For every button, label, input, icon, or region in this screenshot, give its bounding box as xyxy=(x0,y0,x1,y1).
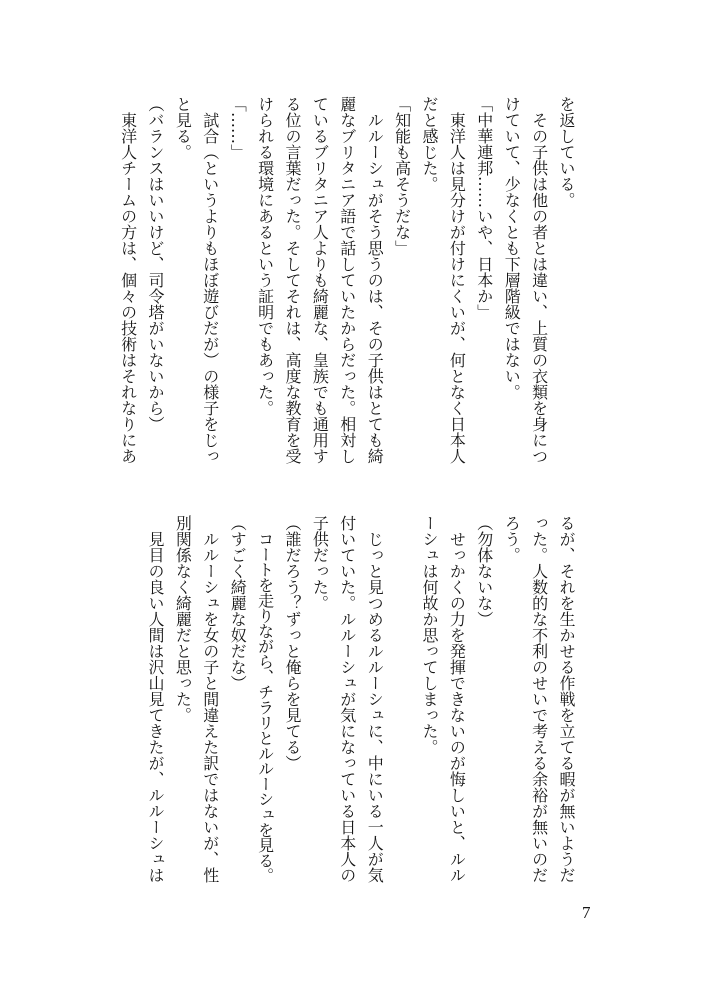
text-column: （すごく綺麗な奴だな） xyxy=(228,515,248,691)
text-column: （バランスはいいけど、司令塔がいないから） xyxy=(146,96,165,432)
text-column: ているブリタニア人よりも綺麗な、皇族でも通用す xyxy=(310,96,330,464)
upper-text-block xyxy=(110,90,585,482)
text-column: けていて、少なくとも下層階級ではない。 xyxy=(502,96,522,400)
text-column: その子供は他の者とは違い、上質の衣類を身につ xyxy=(529,112,549,464)
text-column: 試合（というよりもほぼ遊びだが）の様子をじっ xyxy=(200,112,220,464)
text-column: 「知能も高そうだな」 xyxy=(392,96,412,256)
text-column: だと感じた。 xyxy=(420,96,439,192)
text-column: った。人数的な不利のせいで考える余裕が無いのだ xyxy=(529,515,549,883)
text-column: と見る。 xyxy=(173,96,193,160)
text-column: （誰だろう？ずっと俺らを見てる） xyxy=(283,515,302,771)
text-column: ーシュは何故か思ってしまった。 xyxy=(420,515,439,755)
text-column: ろう。 xyxy=(502,515,522,563)
text-column: 麗なブリタニア語で話していたからだった。相対し xyxy=(337,96,357,464)
text-column: る位の言葉だった。そしてそれは、高度な教育を受 xyxy=(283,96,302,464)
text-column: 別関係なく綺麗だと思った。 xyxy=(173,515,193,723)
text-column: るが、それを生かせる作戦を立てる暇が無いようだ xyxy=(557,515,576,883)
text-column: 東洋人は見分けが付けにくいが、何となく日本人 xyxy=(447,112,467,464)
text-column: けられる環境にあるという証明でもあった。 xyxy=(255,96,275,416)
text-column: 「……」 xyxy=(228,96,248,160)
page-number: 7 xyxy=(582,903,591,922)
text-column: を返している。 xyxy=(557,96,576,208)
text-column: 子供だった。 xyxy=(310,515,330,611)
text-column: ルルーシュを女の子と間違えた訳ではないが、性 xyxy=(200,531,220,883)
text-column: ルルーシュがそう思うのは、その子供はとても綺 xyxy=(365,112,385,464)
text-column: 見目の良い人間は沢山見てきたが、ルルーシュは xyxy=(146,531,165,883)
text-column: せっかくの力を発揮できないのが悔しいと、ルル xyxy=(447,531,467,883)
text-column: コートを走りながら、チラリとルルーシュを見る。 xyxy=(255,531,275,883)
text-column: 「中華連邦……いや、日本か」 xyxy=(474,96,494,320)
text-column: 東洋人チームの方は、個々の技術はそれなりにあ xyxy=(118,112,138,464)
lower-text-block xyxy=(110,509,585,901)
text-column: （勿体ないな） xyxy=(474,515,494,627)
text-column: 付いていた。ルルーシュが気になっている日本人の xyxy=(337,515,357,883)
text-column: じっと見つめるルルーシュに、中にいる一人が気 xyxy=(365,531,385,883)
